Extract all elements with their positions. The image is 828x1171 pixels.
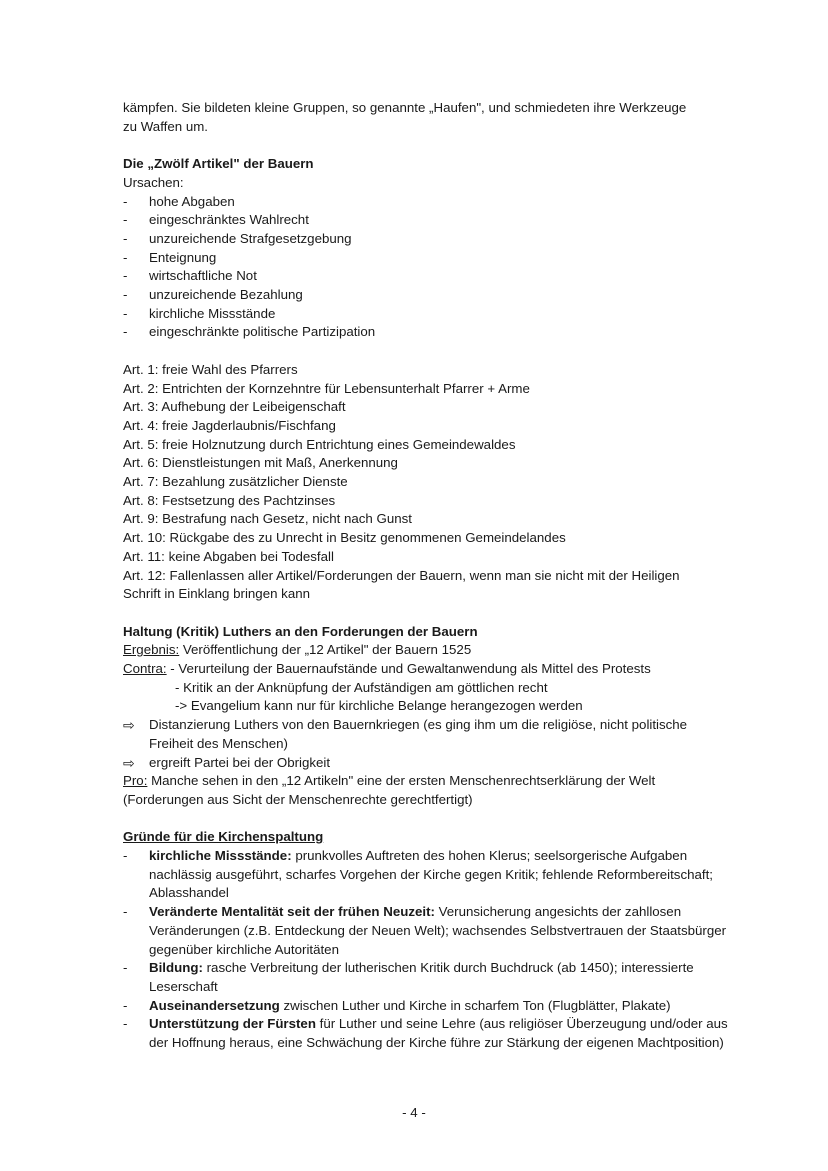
bullet-dash: - (123, 997, 128, 1013)
section-heading-zwoelf-artikel: Die „Zwölf Artikel" der Bauern (123, 156, 314, 172)
bullet-dash: - (123, 268, 128, 284)
bullet-dash: - (123, 848, 128, 864)
arrow-right-icon: ⇨ (123, 717, 135, 734)
article-line: Art. 11: keine Abgaben bei Todesfall (123, 548, 334, 564)
gruende-list (123, 847, 733, 1053)
article-line: Art. 7: Bezahlung zusätzlicher Dienste (123, 474, 348, 490)
list-item: - Bildung: rasche Verbreitung der lutherischen Kritik durch Buchdruck (ab 1450); interessierte Leserschaft (123, 960, 694, 994)
contra-sub-line: -> Evangelium kann nur für kirchliche Belange herangezogen werden (175, 698, 583, 714)
section-heading-gruende: Gründe für die Kirchenspaltung (123, 829, 324, 845)
intro-line: kämpfen. Sie bildeten kleine Gruppen, so genannte „Haufen", und schmiedeten ihre Werkzeuge (123, 100, 687, 115)
article-line: Art. 5: freie Holznutzung durch Entrichtung eines Gemeindewaldes (123, 436, 516, 452)
article-line: Art. 3: Aufhebung der Leibeigenschaft (123, 399, 346, 415)
list-item: - unzureichende Strafgesetzgebung (123, 230, 733, 249)
article-line: Art. 12: Fallenlassen aller Artikel/Forderungen der Bauern, wenn man sie nicht mit der Heiligen (123, 567, 680, 583)
bullet-dash: - (123, 230, 128, 246)
bullet-dash: - (123, 212, 128, 228)
list-item: - eingeschränkte politische Partizipation (123, 323, 733, 342)
article-line: Art. 4: freie Jagderlaubnis/Fischfang (123, 417, 336, 433)
articles-list (123, 361, 733, 604)
bullet-dash: - (123, 249, 128, 265)
causes-list (123, 193, 733, 343)
bullet-dash: - (123, 1016, 128, 1032)
bullet-dash: - (123, 305, 128, 321)
list-item: - wirtschaftliche Not (123, 267, 733, 286)
ergebnis-label: Ergebnis: (123, 642, 180, 658)
pro-label: Pro: (123, 773, 148, 789)
pro-line: Pro: Manche sehen in den „12 Artikeln" eine der ersten Menschenrechtserklärung der Welt (123, 773, 656, 789)
arrow-item: ⇨ ergreift Partei bei der Obrigkeit (123, 754, 331, 771)
bullet-dash: - (123, 287, 128, 303)
arrow-item: ⇨ Distanzierung Luthers von den Bauernkriegen (es ging ihm um die religiöse, nicht politische Freiheit des Menschen) (123, 717, 688, 751)
list-item: - unzureichende Bezahlung (123, 286, 733, 305)
list-item: - Auseinandersetzung zwischen Luther und Kirche in scharfem Ton (Flugblätter, Plakate) (123, 997, 733, 1016)
ergebnis-line: Ergebnis: Veröffentlichung der „12 Artikel" der Bauern 1525 (123, 642, 472, 658)
article-line: Art. 6: Dienstleistungen mit Maß, Anerkennung (123, 455, 398, 471)
contra-line: Contra: - Verurteilung der Bauernaufstände und Gewaltanwendung als Mittel des Protests (123, 661, 651, 677)
article-line: Art. 1: freie Wahl des Pfarrers (123, 361, 298, 377)
page-content (123, 99, 733, 1053)
list-item: - Veränderte Mentalität seit der frühen Neuzeit: Verunsicherung angesichts der zahllosen Veränderungen (z.B. Entdeckung der Neuen Welt); wachsendes Selbstvertrauen der Staatsbürger gegenüber kirchliche Autoritäten (123, 904, 727, 957)
list-item: - eingeschränktes Wahlrecht (123, 211, 733, 230)
list-item: - kirchliche Missstände (123, 305, 733, 324)
article-line: Art. 9: Bestrafung nach Gesetz, nicht nach Gunst (123, 511, 412, 527)
page-number: - 4 - (402, 1105, 426, 1120)
article-line: Schrift in Einklang bringen kann (123, 586, 311, 602)
contra-sub-line: - Kritik an der Anknüpfung der Aufständigen am göttlichen recht (175, 679, 548, 695)
article-line: Art. 10: Rückgabe des zu Unrecht in Besitz genommenen Gemeindelandes (123, 530, 566, 546)
article-line: Art. 2: Entrichten der Kornzehntre für Lebensunterhalt Pfarrer + Arme (123, 380, 530, 396)
bullet-dash: - (123, 960, 128, 976)
list-item: - Unterstützung der Fürsten für Luther und seine Lehre (aus religiöser Überzeugung und/oder aus der Hoffnung heraus, eine Schwächung der Kirche führe zur Stärkung der eigenen Machtposition) (123, 1016, 728, 1051)
article-line: Art. 8: Festsetzung des Pachtzinses (123, 492, 336, 508)
intro-line: zu Waffen um. (123, 118, 208, 134)
list-item: - hohe Abgaben (123, 193, 733, 212)
section-heading-luther: Haltung (Kritik) Luthers an den Forderungen der Bauern (123, 623, 478, 639)
bullet-dash: - (123, 193, 128, 209)
list-item: - kirchliche Missstände: prunkvolles Auftreten des hohen Klerus; seelsorgerische Aufgaben nachlässig ausgeführt, scharfes Vorgehen der Kirche gegen Kritik; fehlende Reformbereitschaft; Ablasshandel (123, 848, 713, 901)
arrow-right-icon: ⇨ (123, 754, 135, 771)
bullet-dash: - (123, 324, 128, 340)
causes-label: Ursachen: (123, 174, 184, 190)
pro-line: (Forderungen aus Sicht der Menschenrechte gerechtfertigt) (123, 791, 473, 807)
contra-label: Contra: (123, 661, 167, 677)
bullet-dash: - (123, 904, 128, 920)
list-item: - Enteignung (123, 249, 733, 268)
